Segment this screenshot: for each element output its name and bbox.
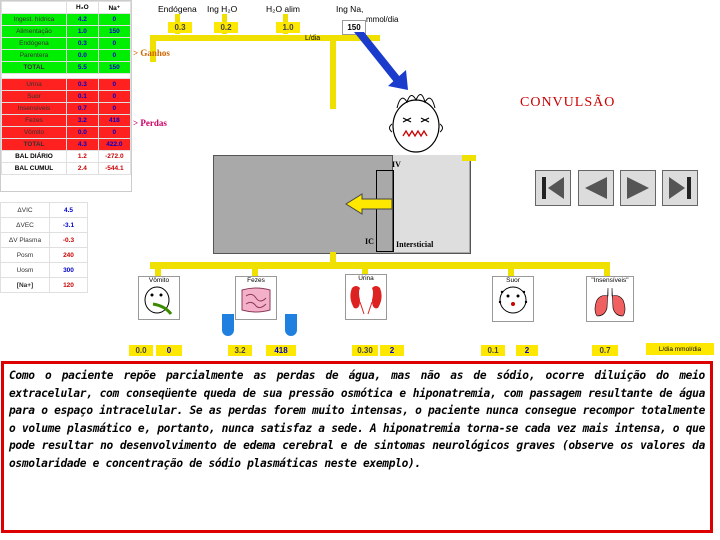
- gains-total-na: 150: [98, 62, 130, 74]
- param-value: 300: [50, 263, 88, 278]
- description-text: Como o paciente repõe parcialmente as perdas de água, mas não as de sódio, ocorre diluição do meio extracelular, com conseqüente queda de sua pressão osmótica e hiponatremia, com passagem resultante de água para o espaço intracelular. Se as perdas forem muito intensas, o paciente nunca consegue recompor totalmente o volume plasmático e, portanto, nunca satisfaz a sede. A hiponatremia torna-se cada vez mais intensa, o que pode resultar no desenvolvimento de edema cerebral e de sintomas neurológicos graves (observe os valores da osmolaridade e concentração de sódio plasmáticas neste exemplo).: [9, 369, 705, 470]
- ing-na-value: 150: [342, 20, 366, 35]
- losses-row-h2o: 3.2: [66, 115, 98, 127]
- header-endogena: Endógena: [158, 4, 197, 14]
- param-value: -0.3: [50, 233, 88, 248]
- intersticial-label: Intersticial: [396, 240, 434, 249]
- param-label: ΔVEC: [1, 218, 50, 233]
- param-label: ΔV Plasma: [1, 233, 50, 248]
- gains-row-label: Parentera: [2, 50, 67, 62]
- fezes-na-value: 418: [266, 345, 296, 356]
- gains-row-label: Ingest. hídrica: [2, 14, 67, 26]
- pipe-input-down: [330, 41, 336, 109]
- input-l-dia: L/dia: [305, 35, 321, 42]
- organ-urina-label: Urina: [358, 275, 374, 282]
- fezes-h2o-value: 3.2: [228, 345, 252, 356]
- vomiting-face-icon: [139, 284, 179, 316]
- header-ing-h2o: Ing H₂O: [207, 4, 238, 14]
- patient-head-icon: [383, 86, 449, 156]
- vomito-h2o-value: 0.0: [129, 345, 153, 356]
- urina-na-value: 2: [380, 345, 404, 356]
- balance-cumul-h2o: 2.4: [66, 163, 98, 175]
- back-arrow-icon: [583, 175, 609, 201]
- organ-fezes[interactable]: [235, 276, 277, 320]
- units-label: L/dia mmol/dia: [646, 343, 714, 355]
- insensiveis-h2o-value: 0.7: [592, 345, 618, 356]
- losses-total-label: TOTAL: [2, 139, 67, 151]
- param-label: Posm: [1, 248, 50, 263]
- water-shift-arrow-icon: [344, 192, 394, 216]
- losses-row-na: 0: [98, 79, 130, 91]
- pipe-output-horizontal: [150, 262, 610, 269]
- losses-row-na: 0: [98, 127, 130, 139]
- skip-back-icon: [540, 175, 566, 201]
- gains-row-h2o: 0.3: [66, 38, 98, 50]
- losses-row-h2o: 0.0: [66, 127, 98, 139]
- gains-row-label: Alimentação: [2, 26, 67, 38]
- param-label: ΔVIC: [1, 203, 50, 218]
- water-drop-icon: [285, 314, 297, 336]
- sodium-input-arrow: [352, 30, 412, 92]
- balance-cumul-label: BAL CUMUL: [2, 163, 67, 175]
- param-value: -3.1: [50, 218, 88, 233]
- organ-vomito[interactable]: [138, 276, 180, 320]
- vomito-na-value: 0: [156, 345, 182, 356]
- organ-fezes-label: Fezes: [247, 277, 265, 284]
- intestine-icon: [236, 284, 276, 316]
- param-table: [0, 202, 88, 293]
- losses-row-label: Fezes: [2, 115, 67, 127]
- sweating-face-icon: [493, 284, 533, 318]
- param-value: 120: [50, 278, 88, 293]
- suor-na-value: 2: [516, 345, 538, 356]
- organ-suor-label: Suor: [506, 277, 520, 284]
- h2o-alim-value: 1.0: [276, 22, 300, 33]
- gains-row-label: Endógena: [2, 38, 67, 50]
- losses-row-na: 418: [98, 115, 130, 127]
- first-slide-button[interactable]: [535, 170, 571, 206]
- perdas-label: > Perdas: [133, 118, 167, 128]
- gains-row-h2o: 0.0: [66, 50, 98, 62]
- losses-total-na: 422.0: [98, 139, 130, 151]
- convulsao-label: CONVULSÃO: [520, 95, 616, 110]
- losses-row-label: Suor: [2, 91, 67, 103]
- pipe-input-horizontal: [150, 35, 380, 41]
- organ-insensiveis[interactable]: [586, 276, 634, 322]
- ic-label: IC: [365, 237, 374, 246]
- previous-slide-button[interactable]: [578, 170, 614, 206]
- losses-row-na: 0: [98, 91, 130, 103]
- param-label: [Na+]: [1, 278, 50, 293]
- param-label: Uosm: [1, 263, 50, 278]
- interstitial-compartment: [392, 155, 469, 252]
- organ-urina[interactable]: [345, 274, 387, 320]
- ing-h2o-value: 0.2: [214, 22, 238, 33]
- balance-table: [0, 0, 132, 192]
- forward-arrow-icon: [625, 175, 651, 201]
- losses-row-na: 0: [98, 103, 130, 115]
- col-h2o: H₂O: [66, 2, 98, 14]
- balance-cumul-na: -544.1: [98, 163, 130, 175]
- param-value: 4.5: [50, 203, 88, 218]
- pipe-iv-inlet: [462, 155, 476, 161]
- iv-label: IV: [392, 160, 401, 169]
- gains-total-h2o: 5.5: [66, 62, 98, 74]
- balance-daily-label: BAL DIÁRIO: [2, 151, 67, 163]
- gains-row-h2o: 4.2: [66, 14, 98, 26]
- col-na: Na⁺: [98, 2, 130, 14]
- gains-table: [1, 1, 131, 175]
- losses-row-label: Urina: [2, 79, 67, 91]
- organ-suor[interactable]: [492, 276, 534, 322]
- balance-daily-na: -272.0: [98, 151, 130, 163]
- urina-h2o-value: 0.30: [352, 345, 378, 356]
- header-mmol-dia: mmol/dia: [366, 15, 399, 24]
- last-slide-button[interactable]: [662, 170, 698, 206]
- losses-row-h2o: 0.7: [66, 103, 98, 115]
- gains-row-na: 150: [98, 26, 130, 38]
- ganhos-label: > Ganhos: [133, 48, 170, 58]
- gains-row-na: 0: [98, 38, 130, 50]
- perdas-arrow-icon: >: [133, 118, 139, 128]
- gains-row-na: 0: [98, 14, 130, 26]
- balance-daily-h2o: 1.2: [66, 151, 98, 163]
- description-box: [1, 361, 713, 533]
- next-slide-button[interactable]: [620, 170, 656, 206]
- ganhos-arrow-icon: >: [133, 48, 139, 58]
- water-drop-icon: [222, 314, 234, 336]
- organ-insensiveis-label: "Insensíveis": [591, 277, 629, 284]
- gains-row-h2o: 1.0: [66, 26, 98, 38]
- suor-h2o-value: 0.1: [481, 345, 505, 356]
- losses-row-label: Vômito: [2, 127, 67, 139]
- gains-row-na: 0: [98, 50, 130, 62]
- param-value: 240: [50, 248, 88, 263]
- gains-total-label: TOTAL: [2, 62, 67, 74]
- losses-total-h2o: 4.3: [66, 139, 98, 151]
- kidney-icon: [346, 282, 386, 316]
- organ-vomito-label: Vômito: [148, 277, 170, 284]
- endogena-value: 0.3: [168, 22, 192, 33]
- header-ing-na: Ing Na,: [336, 4, 364, 14]
- lungs-icon: [587, 284, 633, 318]
- losses-row-h2o: 0.1: [66, 91, 98, 103]
- skip-forward-icon: [667, 175, 693, 201]
- losses-row-h2o: 0.3: [66, 79, 98, 91]
- header-h2o-alim: H₂O alim: [266, 4, 300, 14]
- losses-row-label: Insensíveis: [2, 103, 67, 115]
